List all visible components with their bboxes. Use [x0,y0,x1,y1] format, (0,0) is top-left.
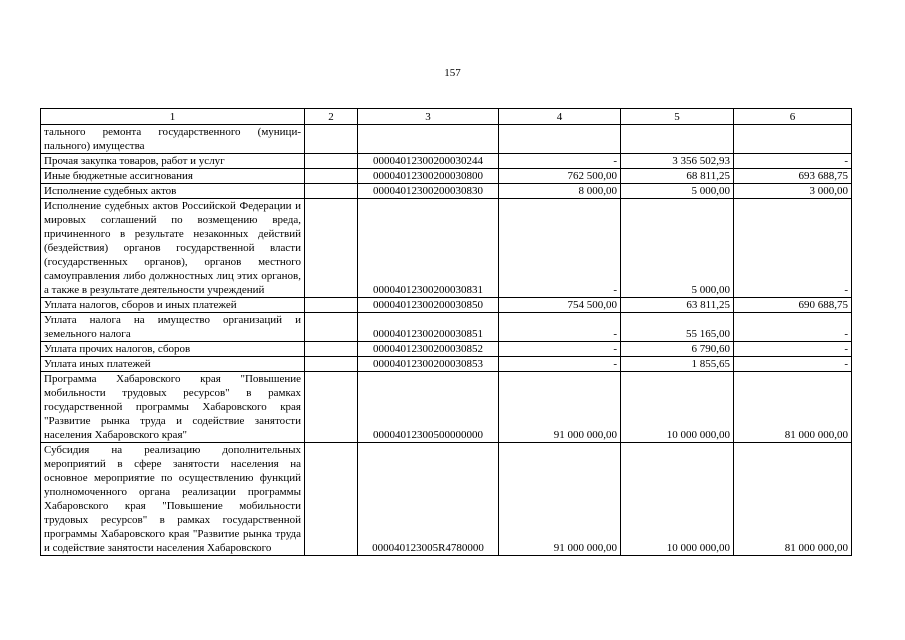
row-code-cell: 00004012300200030244 [358,154,499,169]
table-row [41,357,852,372]
row-value-4-cell: - [499,199,621,298]
page-number: 157 [444,67,461,79]
row-value-5-cell: 10 000 000,00 [621,443,734,556]
table-row [41,342,852,357]
row-col2-cell [305,169,358,184]
row-col2-cell [305,154,358,169]
column-header: 2 [305,109,358,125]
row-name-cell: Уплата налогов, сборов и иных платежей [41,298,305,313]
column-header: 4 [499,109,621,125]
row-value-4-cell: 91 000 000,00 [499,443,621,556]
row-value-4-cell: - [499,313,621,342]
row-col2-cell [305,342,358,357]
row-col2-cell [305,125,358,154]
row-col2-cell [305,357,358,372]
row-name-cell: Программа Хабаровского края "Повышение мобильности трудовых ресурсов" в рамках государственной программы Хабаровского края "Развитие рынка труда и содействие занятости населения Хабаровского края" [41,372,305,443]
row-value-5-cell: 63 811,25 [621,298,734,313]
row-name-cell: Исполнение судебных актов Российской Федерации и мировых соглашений по возмещению вреда, причиненного в результате незаконных действий (бездействия) органов государственной власти (государственных органов), органов местного самоуправления либо должностных лиц этих органов, а также в результате деятельности учреждений [41,199,305,298]
row-value-6-cell: - [734,154,852,169]
row-name-cell: Прочая закупка товаров, работ и услуг [41,154,305,169]
row-value-6-cell: 690 688,75 [734,298,852,313]
row-code-cell: 00004012300200030851 [358,313,499,342]
table-row [41,125,852,154]
row-value-6-cell: 81 000 000,00 [734,443,852,556]
row-value-6-cell: 81 000 000,00 [734,372,852,443]
row-value-6-cell: - [734,199,852,298]
row-code-cell: 00004012300200030831 [358,199,499,298]
column-header: 5 [621,109,734,125]
table-header-row [41,109,852,125]
row-value-4-cell: 762 500,00 [499,169,621,184]
row-name-cell: Уплата иных платежей [41,357,305,372]
table-row [41,372,852,443]
row-value-6-cell: - [734,342,852,357]
budget-table [40,108,852,556]
row-value-4-cell: - [499,154,621,169]
table-row [41,298,852,313]
row-name-cell: Уплата прочих налогов, сборов [41,342,305,357]
row-col2-cell [305,313,358,342]
table-row [41,169,852,184]
row-col2-cell [305,199,358,298]
row-code-cell: 00004012300500000000 [358,372,499,443]
row-value-5-cell: 55 165,00 [621,313,734,342]
row-value-6-cell: 693 688,75 [734,169,852,184]
column-header: 1 [41,109,305,125]
row-col2-cell [305,184,358,199]
row-name-cell: Исполнение судебных актов [41,184,305,199]
table-row [41,313,852,342]
row-value-5-cell: 5 000,00 [621,184,734,199]
row-code-cell: 00004012300200030853 [358,357,499,372]
row-value-6-cell: 3 000,00 [734,184,852,199]
row-value-5-cell [621,125,734,154]
row-col2-cell [305,298,358,313]
row-value-5-cell: 10 000 000,00 [621,372,734,443]
row-value-4-cell: 754 500,00 [499,298,621,313]
row-value-5-cell: 1 855,65 [621,357,734,372]
column-header: 3 [358,109,499,125]
row-col2-cell [305,372,358,443]
row-value-4-cell: 91 000 000,00 [499,372,621,443]
table-row [41,184,852,199]
row-value-5-cell: 3 356 502,93 [621,154,734,169]
row-value-4-cell: - [499,342,621,357]
row-name-cell: Иные бюджетные ассигнования [41,169,305,184]
table-row [41,154,852,169]
row-value-6-cell: - [734,313,852,342]
row-value-6-cell [734,125,852,154]
row-code-cell: 00004012300200030830 [358,184,499,199]
row-value-4-cell: 8 000,00 [499,184,621,199]
row-value-5-cell: 5 000,00 [621,199,734,298]
row-code-cell: 00004012300200030850 [358,298,499,313]
row-value-4-cell [499,125,621,154]
row-value-4-cell: - [499,357,621,372]
row-name-cell: тального ремонта государственного (муници-пального) имущества [41,125,305,154]
table-row [41,443,852,556]
row-value-6-cell: - [734,357,852,372]
row-col2-cell [305,443,358,556]
row-code-cell: 000040123005R4780000 [358,443,499,556]
column-header: 6 [734,109,852,125]
row-code-cell: 00004012300200030852 [358,342,499,357]
row-code-cell [358,125,499,154]
row-name-cell: Уплата налога на имущество организаций и земельного налога [41,313,305,342]
row-name-cell: Субсидия на реализацию дополнительных мероприятий в сфере занятости населения на основное мероприятие по осуществлению функций уполномоченного органа реализации программы Хабаровского края "Повышение мобильности трудовых ресурсов" в рамках государственной программы Хабаровского края "Развитие рынка труда и содействие занятости населения Хабаровского [41,443,305,556]
table-row [41,199,852,298]
row-code-cell: 00004012300200030800 [358,169,499,184]
row-value-5-cell: 6 790,60 [621,342,734,357]
row-value-5-cell: 68 811,25 [621,169,734,184]
